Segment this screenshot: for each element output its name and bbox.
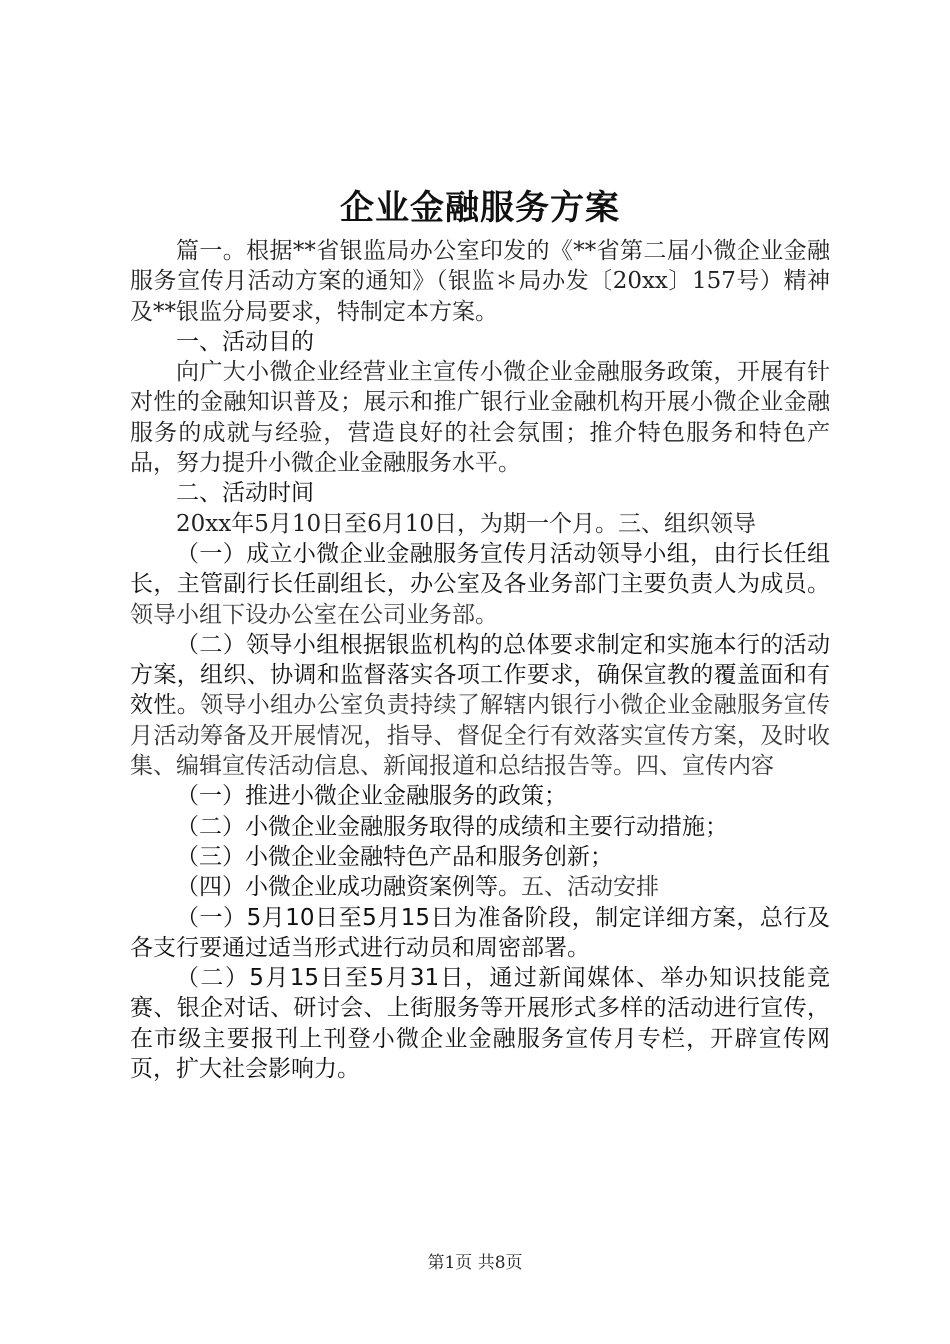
arrangement-item-2: （二）5月15日至5月31日，通过新闻媒体、举办知识技能竞赛、银企对话、研讨会、上街服务等开展形式多样的活动进行宣传，在市级主要报刊上刊登小微企业金融服务宣传月专栏，开辟宣传网页，扩大社会影响力。	[130, 965, 830, 1083]
organization-item-1-main: （一）成立小微企业金融服务宣传月活动领导小组，由行长任组长，主管副行长任副组长，办公室及各业务部门主要负责人为成员。	[130, 540, 830, 598]
content-item-4-main: （四）小微企业成功融资案例等。	[176, 874, 521, 901]
organization-item-2	[130, 630, 830, 781]
organization-item-2-main: （二）领导小组根据银监机构的总体要求制定和实施本行的活动方案，组织、协调和监督落实各项工作要求，确保宣教的覆盖面和有效性。	[130, 631, 830, 719]
section-heading-time: 二、活动时间	[176, 480, 314, 507]
content-item-4	[130, 872, 830, 902]
organization-item-2-note: 领导小组办公室负责持续了解辖内银行小微企业金融服务宣传月活动筹备及开展情况，指导、督促全行有效落实宣传方案，及时收集、编辑宣传活动信息、新闻报道和总结报告等。四、宣传内容	[130, 692, 831, 780]
content-item-3: （三）小微企业金融特色产品和服务创新；	[176, 843, 613, 870]
purpose-paragraph: 向广大小微企业经营业主宣传小微企业金融服务政策，开展有针对性的金融知识普及；展示和推广银行业金融机构开展小微企业金融服务的成就与经验，营造良好的社会氛围；推介特色服务和特色产品，努力提升小微企业金融服务水平。	[130, 359, 830, 477]
document-page	[130, 0, 830, 1344]
page-footer: 第1页 共8页	[427, 1253, 523, 1273]
content-item-4-note: 五、活动安排	[521, 874, 659, 901]
arrangement-item-1: （一）5月10日至5月15日为准备阶段，制定详细方案，总行及各支行要通过适当形式进行动员和周密部署。	[130, 904, 830, 961]
organization-item-1-note: 领导小组下设办公室在公司业务部。	[130, 601, 498, 628]
section-heading-purpose: 一、活动目的	[176, 328, 314, 355]
document-body	[130, 236, 830, 1084]
time-paragraph: 20xx年5月10日至6月10日，为期一个月。三、组织领导	[176, 510, 757, 537]
intro-paragraph: 篇一。根据**省银监局办公室印发的《**省第二届小微企业金融服务宣传月活动方案的通知》（银监＊局办发〔20xx〕157号）精神及**银监分局要求，特制定本方案。	[130, 238, 830, 325]
organization-item-1	[130, 539, 830, 630]
content-item-2: （二）小微企业金融服务取得的成绩和主要行动措施；	[176, 813, 728, 840]
document-title: 企业金融服务方案	[340, 188, 620, 228]
content-item-1: （一）推进小微企业金融服务的政策；	[176, 783, 567, 810]
